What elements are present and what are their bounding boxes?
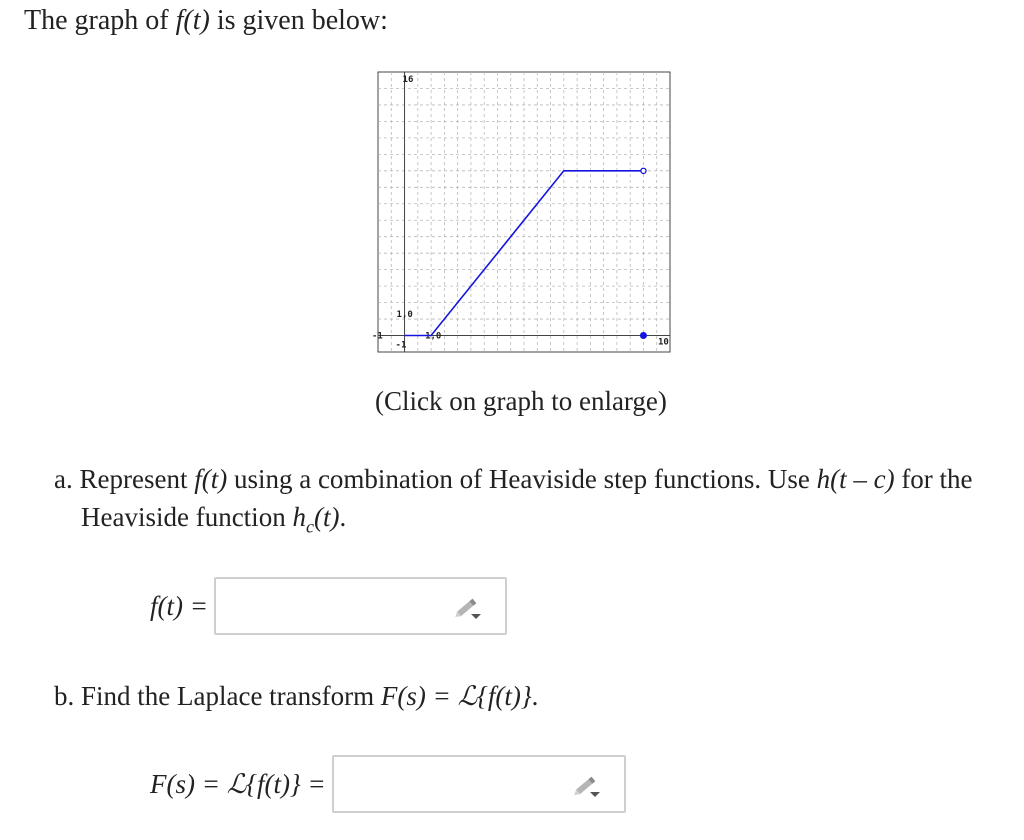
question-a-hc: h [292,502,306,532]
question-b-label: b. [54,681,75,711]
question-a-text2: using a combination of Heaviside step functions. Use [227,464,817,494]
function-graph[interactable] [370,68,680,368]
question-a-text3: for the [894,464,973,494]
answer-b-label: F(s) = ℒ{f(t)} = [150,769,326,799]
closed-endpoint [640,333,646,339]
tick-label: 1,0 [425,331,442,342]
answer-a-field[interactable] [214,577,507,635]
question-a-text4: Heaviside function [81,502,293,532]
tick-label: 1,0 [396,310,413,321]
intro-suffix: is given below: [209,5,388,36]
intro-function: f(t) [175,5,210,36]
question-b-text1: Find the Laplace transform [74,681,381,711]
tick-label: -1 [372,331,383,342]
tick-label: 10 [658,337,669,348]
question-b [54,677,538,715]
question-a [54,460,1004,545]
graph-svg [370,68,680,368]
answer-row-b [150,755,626,813]
pencil-icon[interactable] [453,596,483,620]
question-a-line2 [54,498,1004,545]
tick-label: -1 [395,340,407,351]
question-a-text1: Represent [72,464,195,494]
intro-text [24,4,388,38]
pencil-icon[interactable] [572,774,602,798]
question-a-function: f(t) [194,464,228,494]
answer-b-field[interactable] [332,755,626,813]
question-a-hc-arg: (t) [313,502,340,532]
question-b-expr: F(s) = ℒ{f(t)} [380,681,532,711]
question-a-end: . [339,502,347,532]
question-a-heaviside: h(t – c) [816,464,895,494]
open-endpoint [641,168,646,173]
question-a-hc-sub: c [305,516,314,537]
intro-prefix: The graph of [24,5,176,36]
answer-row-a [150,577,507,635]
question-a-label: a. [54,464,73,494]
enlarge-caption[interactable]: (Click on graph to enlarge) [375,386,667,416]
tick-label: 16 [402,75,414,85]
question-b-end: . [531,681,539,711]
answer-a-label: f(t) = [150,591,208,621]
